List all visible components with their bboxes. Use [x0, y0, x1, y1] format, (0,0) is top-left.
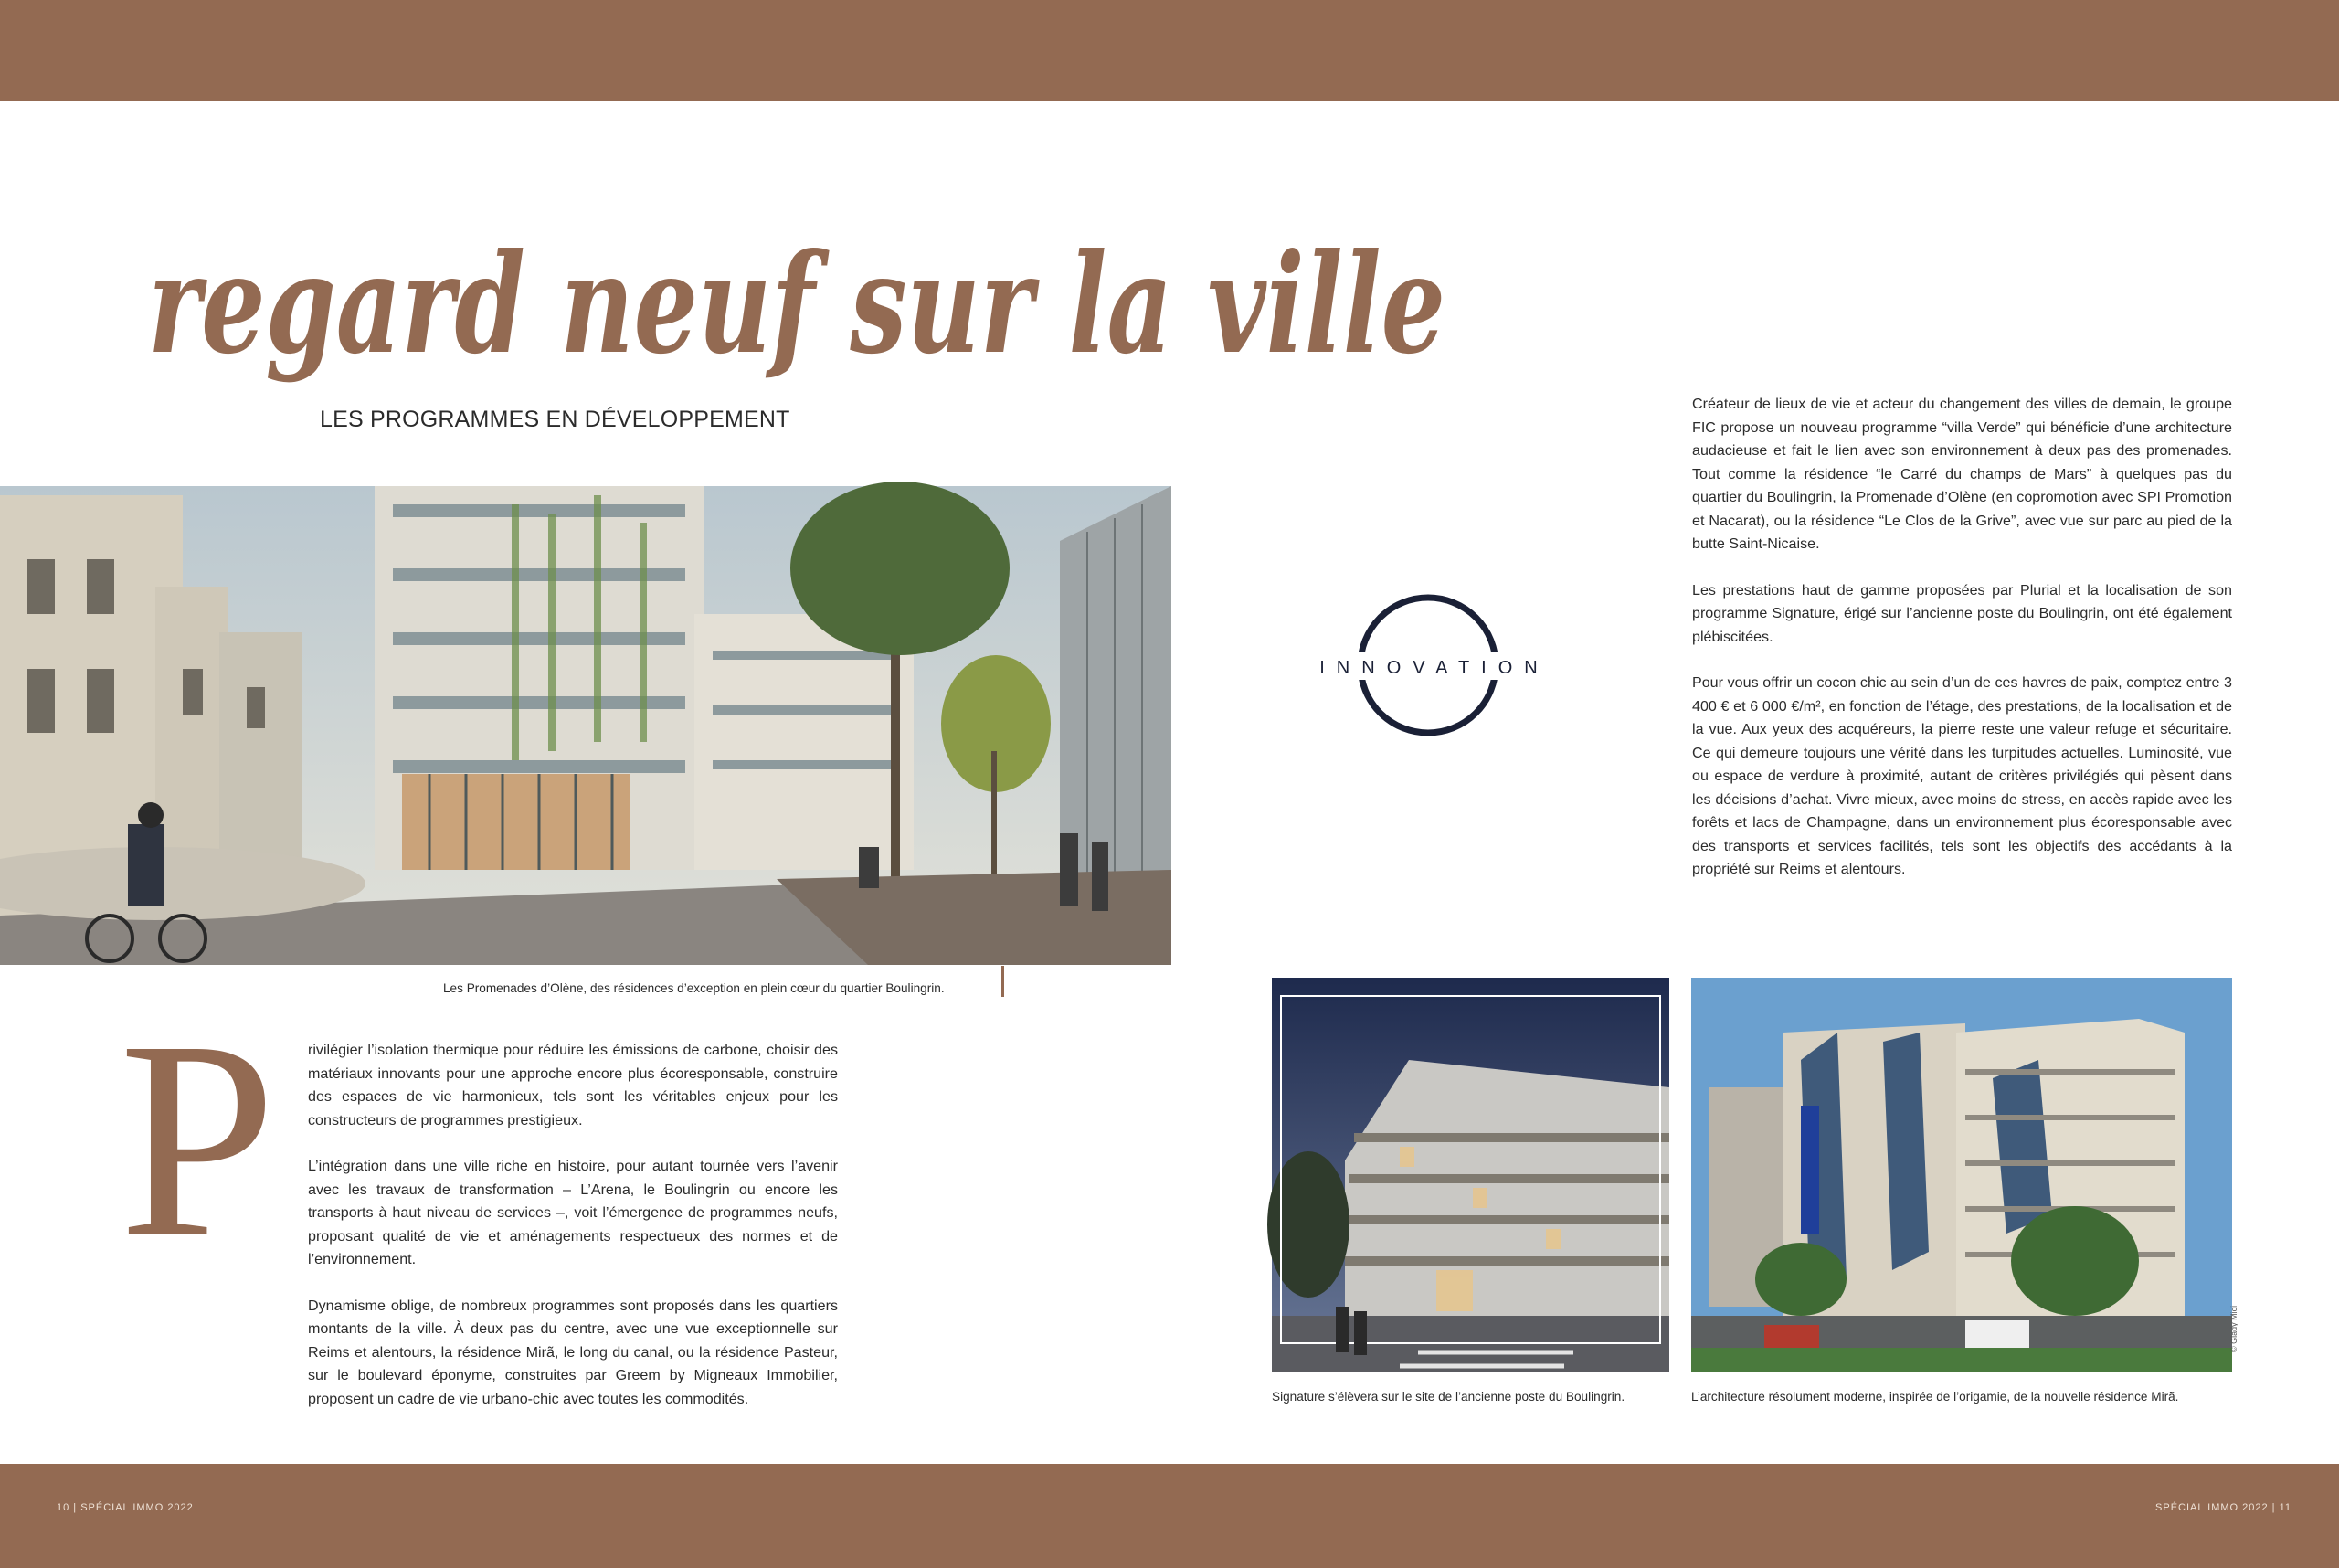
paragraph: rivilégier l’isolation thermique pour réduire les émissions de carbone, choisir des matériaux innovants pour une approche encore plus écoresponsable, construire des espaces de vie harmonieux, tels sont les véritables enjeux pour les constructeurs de programmes prestigieux. — [308, 1042, 838, 1128]
signature-photo — [1272, 978, 1669, 1372]
section-subtitle: LES PROGRAMMES EN DÉVELOPPEMENT — [320, 407, 790, 432]
headline-text: regard neuf sur la ville — [148, 224, 1445, 385]
innovation-logo — [1297, 592, 1572, 747]
paragraph: Pour vous offrir un cocon chic au sein d’un de ces havres de paix, comptez entre 3 400 € et 6 000 €/m², en fonction de l’étage, des prestations, de la localisation et de la vue. Aux yeux des acquéreurs, la pierre reste une valeur refuge et sécuritaire. Ce qui demeure toujours une vérité dans les turpitudes actuelles. Luminosité, vue ou espace de verdure à proximité, autant de critères privilégiés qui pèsent dans les décisions d’achat. Vivre mieux, avec moins de stress, en accès rapide avec les forêts et lacs de Champagne, dans un environnement plus écoresponsable avec des transports et services facilités, tels sont les objectifs des accédants à la propriété sur Reims et alentours. — [1692, 674, 2232, 877]
article-right-column — [1692, 393, 2232, 905]
mira-caption: L’architecture résolument moderne, inspirée de l’origamie, de la nouvelle résidence Mirã. — [1691, 1390, 2179, 1404]
caption-marker — [1001, 966, 1004, 997]
mira-photo — [1691, 978, 2232, 1372]
page-footer-left: 10 | SPÉCIAL IMMO 2022 — [57, 1502, 194, 1513]
photo-credit: © Glady Mici — [2229, 1305, 2238, 1352]
page-footer-right: SPÉCIAL IMMO 2022 | 11 — [2155, 1502, 2291, 1513]
top-band — [0, 0, 2339, 101]
paragraph: L’intégration dans une ville riche en histoire, pour autant tournée vers l’avenir avec les travaux de transformation – L’Arena, le Boulingrin ou encore les transports à haut niveau de services –, voit l’émergence de programmes neufs, proposant qualité de vie et aménagements respectueux des normes et de l’environnement. — [308, 1158, 838, 1267]
paragraph: Les prestations haut de gamme proposées par Plurial et la localisation de son programme Signature, érigé sur l’ancienne poste du Boulingrin, ont été également plébiscitées. — [1692, 581, 2232, 645]
drop-cap: P — [119, 983, 277, 1297]
signature-caption: Signature s’élèvera sur le site de l’ancienne poste du Boulingrin. — [1272, 1390, 1625, 1404]
bottom-band — [0, 1464, 2339, 1568]
paragraph: Dynamisme oblige, de nombreux programmes sont proposés dans les quartiers montants de la ville. À deux pas du centre, avec une vue exceptionnelle sur Reims et alentours, la résidence Mirã, le long du canal, ou la résidence Pasteur, sur le boulevard éponyme, construites par Greem by Migneaux Immobilier, proposent un cadre de vie urbano-chic avec toutes les commodités. — [308, 1297, 838, 1407]
paragraph: Créateur de lieux de vie et acteur du changement des villes de demain, le groupe FIC propose un nouveau programme “villa Verde” qui bénéficie d’une architecture audacieuse et fait le lien avec son environnement à deux pas des promenades. Tout comme la résidence “le Carré du champs de Mars” à quelques pas du quartier du Boulingrin, la Promenade d’Olène (en copromotion avec SPI Promotion et Nacarat), ou la résidence “Le Clos de la Grive”, avec vue sur parc au pied de la butte Saint-Nicaise. — [1692, 396, 2232, 552]
innovation-label: INNOVATION — [1319, 658, 1550, 678]
main-photo — [0, 486, 1171, 965]
article-left-column — [308, 1039, 838, 1434]
main-photo-caption: Les Promenades d’Olène, des résidences d’exception en plein cœur du quartier Boulingrin. — [443, 981, 945, 995]
